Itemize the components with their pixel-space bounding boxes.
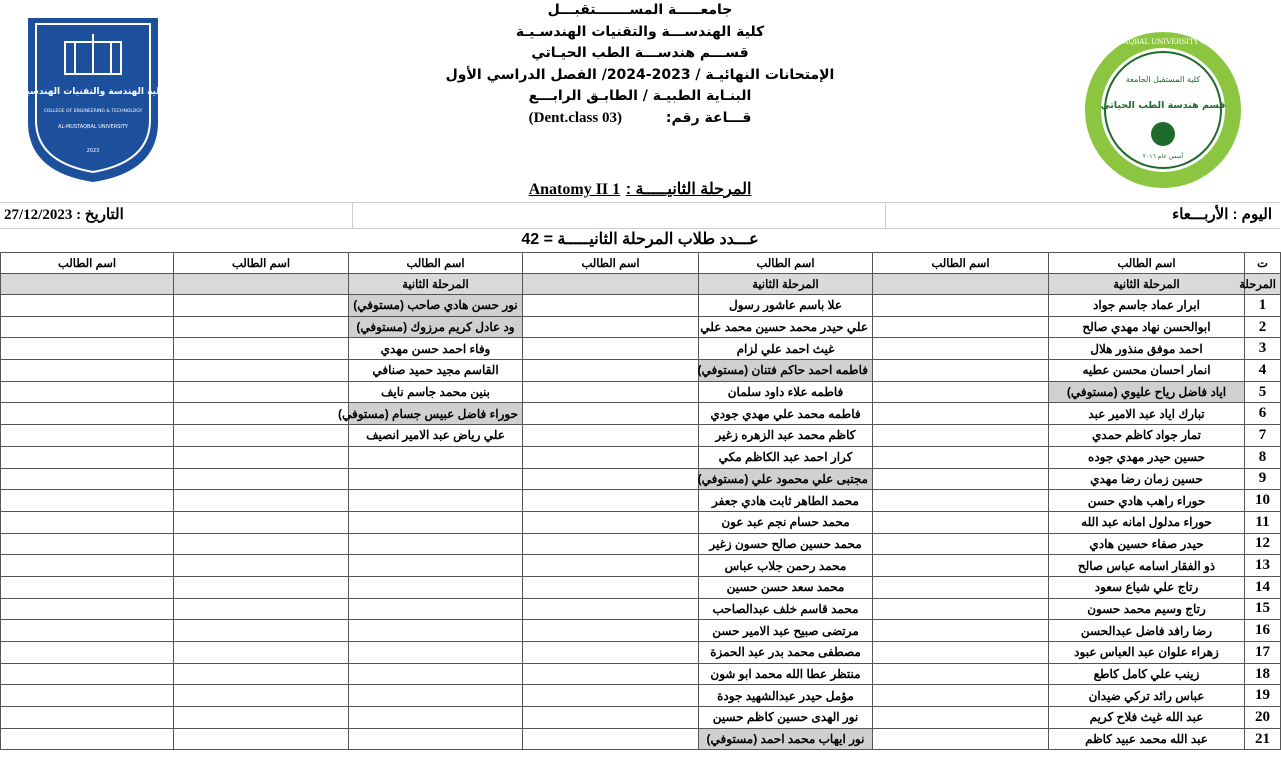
- student-name-col3: [349, 620, 523, 642]
- student-name-col2: نور الهدى حسين كاظم حسين: [699, 707, 873, 729]
- empty-cell: [1, 576, 174, 598]
- student-name-col2: مؤمل حيدر عبدالشهيد جودة: [699, 685, 873, 707]
- table-row: [1, 295, 1281, 317]
- empty-cell: [873, 425, 1049, 447]
- empty-cell: [1, 728, 174, 750]
- stage-label: المرحلة الثانيـــــة :: [625, 181, 752, 198]
- empty-cell: [1, 707, 174, 729]
- student-count: عـــدد طلاب المرحلة الثانيـــــة = 42: [521, 231, 759, 248]
- row-number: 4: [1245, 360, 1281, 382]
- empty-cell: [873, 663, 1049, 685]
- college-name: كلية الهندســـة والتقنيات الهندسـيـة: [515, 23, 765, 40]
- empty-cell: [873, 576, 1049, 598]
- room-label: قـــاعة رقم:: [665, 109, 752, 126]
- row-number: 5: [1245, 381, 1281, 403]
- student-name-col1: رتاج وسيم محمد حسون: [1049, 598, 1245, 620]
- right-logo-arabic-top: كلية المستقبل الجامعة: [1125, 75, 1201, 84]
- divider: [885, 203, 886, 228]
- stage-subject-title: [380, 179, 900, 199]
- student-name-col2: علي حيدر محمد حسين محمد علي: [699, 316, 873, 338]
- table-row: [1, 381, 1281, 403]
- table-row: [1, 511, 1281, 533]
- empty-cell: [1, 490, 174, 512]
- name-header: اسم الطالب: [523, 253, 699, 274]
- empty-cell: [873, 468, 1049, 490]
- student-name-col2: نور ايهاب محمد احمد (مستوفي): [699, 728, 873, 750]
- student-name-col1: حسين حيدر مهدي جوده: [1049, 446, 1245, 468]
- right-logo-founded: أسس عام ٢٠١٦: [1142, 153, 1184, 160]
- empty-cell: [1, 468, 174, 490]
- table-row: [1, 728, 1281, 750]
- empty-cell: [523, 446, 699, 468]
- student-name-col3: القاسم مجيد حميد صنافي: [349, 360, 523, 382]
- name-header: اسم الطالب: [1049, 253, 1245, 274]
- row-number: 17: [1245, 642, 1281, 664]
- student-name-col1: انمار احسان محسن عطيه: [1049, 360, 1245, 382]
- student-name-col2: منتظر عطا الله محمد ابو شون: [699, 663, 873, 685]
- empty-cell: [174, 490, 349, 512]
- student-name-col1: حوراء راهب هادي حسن: [1049, 490, 1245, 512]
- student-name-col1: ابوالحسن نهاد مهدي صالح: [1049, 316, 1245, 338]
- empty-cell: [1, 425, 174, 447]
- empty-cell: [523, 511, 699, 533]
- student-name-col1: زينب علي كامل كاطع: [1049, 663, 1245, 685]
- stage-value: المرحلة الثانية: [349, 274, 523, 295]
- student-name-col2: كاظم محمد عبد الزهره زغير: [699, 425, 873, 447]
- empty-cell: [873, 446, 1049, 468]
- student-name-col2: فاطمه علاء داود سلمان: [699, 381, 873, 403]
- room-line: [360, 108, 920, 130]
- student-name-col1: حوراء مدلول امانه عبد الله: [1049, 511, 1245, 533]
- row-number: 13: [1245, 555, 1281, 577]
- empty-cell: [1, 446, 174, 468]
- empty-cell: [1, 403, 174, 425]
- empty-cell: [174, 338, 349, 360]
- student-name-col1: تبارك اياد عبد الامير عبد: [1049, 403, 1245, 425]
- divider: [352, 203, 353, 228]
- empty-cell: [174, 316, 349, 338]
- empty-cell: [1, 338, 174, 360]
- left-logo-arabic: كلية الهندسة والتقنيات الهندسية: [20, 87, 166, 97]
- row-number: 9: [1245, 468, 1281, 490]
- name-header: اسم الطالب: [174, 253, 349, 274]
- table-row: [1, 316, 1281, 338]
- student-name-col2: محمد سعد حسن حسين: [699, 576, 873, 598]
- empty-cell: [174, 511, 349, 533]
- empty-cell: [174, 728, 349, 750]
- student-name-col2: كرار احمد عبد الكاظم مكي: [699, 446, 873, 468]
- empty-cell: [873, 316, 1049, 338]
- student-name-col3: [349, 533, 523, 555]
- student-name-col1: ابرار عماد جاسم جواد: [1049, 295, 1245, 317]
- exam-day: اليوم : الأربـــعاء: [1172, 206, 1272, 223]
- row-number: 3: [1245, 338, 1281, 360]
- stage-empty: [523, 274, 699, 295]
- table-row: [1, 338, 1281, 360]
- empty-cell: [523, 490, 699, 512]
- student-name-col2: محمد حسام نجم عبد عون: [699, 511, 873, 533]
- empty-cell: [523, 403, 699, 425]
- table-row: [1, 685, 1281, 707]
- student-name-col3: وفاء احمد حسن مهدي: [349, 338, 523, 360]
- empty-cell: [523, 663, 699, 685]
- empty-cell: [174, 360, 349, 382]
- student-name-col3: [349, 663, 523, 685]
- stage-value: المرحلة الثانية: [1049, 274, 1245, 295]
- row-number: 20: [1245, 707, 1281, 729]
- empty-cell: [1, 295, 174, 317]
- table-row: [1, 468, 1281, 490]
- empty-cell: [523, 295, 699, 317]
- empty-cell: [873, 707, 1049, 729]
- student-name-col3: [349, 468, 523, 490]
- document-header: [360, 0, 920, 129]
- student-name-col3: حوراء فاضل عبيس جسام (مستوفي): [349, 403, 523, 425]
- student-name-col3: [349, 707, 523, 729]
- empty-cell: [1, 511, 174, 533]
- student-name-col2: محمد رحمن جلاب عباس: [699, 555, 873, 577]
- student-name-col2: محمد حسين صالح حسون زغير: [699, 533, 873, 555]
- empty-cell: [1, 598, 174, 620]
- day-date-row: [0, 202, 1280, 229]
- empty-cell: [523, 468, 699, 490]
- student-name-col2: فاطمه محمد علي مهدي جودي: [699, 403, 873, 425]
- table-row: [1, 425, 1281, 447]
- table-row: [1, 533, 1281, 555]
- empty-cell: [174, 685, 349, 707]
- empty-cell: [873, 511, 1049, 533]
- empty-cell: [1, 555, 174, 577]
- row-number: 19: [1245, 685, 1281, 707]
- empty-cell: [873, 685, 1049, 707]
- name-header: اسم الطالب: [349, 253, 523, 274]
- room-value: (Dent.class 03): [528, 109, 622, 126]
- empty-cell: [1, 620, 174, 642]
- empty-cell: [523, 642, 699, 664]
- empty-cell: [523, 576, 699, 598]
- right-logo-ring: AL-MUSTAQBAL UNIVERSITY COLLEGE: [1089, 38, 1237, 46]
- empty-cell: [523, 707, 699, 729]
- empty-cell: [174, 663, 349, 685]
- student-name-col3: [349, 576, 523, 598]
- row-number: 6: [1245, 403, 1281, 425]
- right-logo-arabic-main: قسم هندسة الطب الحياتي: [1100, 100, 1226, 111]
- table-row: [1, 446, 1281, 468]
- subject-name: Anatomy II 1: [528, 181, 621, 198]
- student-name-col3: [349, 490, 523, 512]
- empty-cell: [873, 490, 1049, 512]
- table-row: [1, 663, 1281, 685]
- empty-cell: [873, 642, 1049, 664]
- empty-cell: [174, 620, 349, 642]
- empty-cell: [523, 620, 699, 642]
- empty-cell: [1, 316, 174, 338]
- empty-cell: [523, 533, 699, 555]
- stage-header: المرحلة: [1245, 274, 1281, 295]
- empty-cell: [174, 707, 349, 729]
- student-name-col1: حيدر صفاء حسين هادي: [1049, 533, 1245, 555]
- left-logo-year: 2023: [86, 148, 100, 154]
- number-header: ت: [1245, 253, 1281, 274]
- table-row: [1, 707, 1281, 729]
- table-row: [1, 490, 1281, 512]
- empty-cell: [174, 576, 349, 598]
- exam-date: التاريخ : 27/12/2023: [4, 207, 124, 223]
- student-name-col2: علا باسم عاشور رسول: [699, 295, 873, 317]
- empty-cell: [1, 685, 174, 707]
- table-row: [1, 576, 1281, 598]
- empty-cell: [523, 360, 699, 382]
- left-logo-english: COLLEGE OF ENGINEERING & TECHNOLOGY: [43, 109, 143, 114]
- empty-cell: [174, 468, 349, 490]
- student-name-col3: ود عادل كريم مرزوك (مستوفي): [349, 316, 523, 338]
- empty-cell: [174, 598, 349, 620]
- empty-cell: [174, 425, 349, 447]
- name-header: اسم الطالب: [1, 253, 174, 274]
- row-number: 18: [1245, 663, 1281, 685]
- exam-title: الإمتحانات النهائيـة / 2023-2024/ الفصل الدراسي الأول: [445, 66, 835, 83]
- empty-cell: [523, 685, 699, 707]
- empty-cell: [174, 295, 349, 317]
- row-number: 10: [1245, 490, 1281, 512]
- empty-cell: [1, 533, 174, 555]
- row-number: 7: [1245, 425, 1281, 447]
- empty-cell: [873, 381, 1049, 403]
- empty-cell: [523, 425, 699, 447]
- empty-cell: [873, 360, 1049, 382]
- empty-cell: [174, 533, 349, 555]
- empty-cell: [523, 598, 699, 620]
- student-name-col1: رضا رافد فاضل عبدالحسن: [1049, 620, 1245, 642]
- row-number: 11: [1245, 511, 1281, 533]
- stage-empty: [873, 274, 1049, 295]
- student-name-col1: زهراء علوان عبد العباس عبود: [1049, 642, 1245, 664]
- empty-cell: [523, 316, 699, 338]
- empty-cell: [873, 555, 1049, 577]
- empty-cell: [873, 295, 1049, 317]
- student-name-col1: اياد فاضل رياح عليوي (مستوفي): [1049, 381, 1245, 403]
- student-name-col1: احمد موفق منذور هلال: [1049, 338, 1245, 360]
- empty-cell: [1, 360, 174, 382]
- empty-cell: [873, 338, 1049, 360]
- empty-cell: [174, 403, 349, 425]
- empty-cell: [873, 533, 1049, 555]
- student-name-col1: حسين زمان رضا مهدي: [1049, 468, 1245, 490]
- empty-cell: [174, 555, 349, 577]
- student-name-col3: [349, 446, 523, 468]
- name-header: اسم الطالب: [699, 253, 873, 274]
- student-name-col1: عبد الله محمد عبيد كاظم: [1049, 728, 1245, 750]
- student-name-col2: مرتضى صبيح عبد الامير حسن: [699, 620, 873, 642]
- student-roster-table: [0, 252, 1281, 750]
- row-number: 21: [1245, 728, 1281, 750]
- empty-cell: [873, 403, 1049, 425]
- left-logo-ring: AL-MUSTAQBAL UNIVERSITY: [58, 124, 128, 130]
- department-logo-right: [1083, 30, 1243, 190]
- row-number: 15: [1245, 598, 1281, 620]
- table-header-row: [1, 253, 1281, 274]
- university-name: جامعـــــة المســـــــتقبـــل: [547, 2, 733, 18]
- student-name-col2: مصطفى محمد بدر عبد الحمزة: [699, 642, 873, 664]
- table-row: [1, 360, 1281, 382]
- college-logo-left: [20, 12, 166, 184]
- student-name-col2: محمد الطاهر ثابت هادي جعفر: [699, 490, 873, 512]
- table-stage-row: [1, 274, 1281, 295]
- row-number: 12: [1245, 533, 1281, 555]
- student-name-col3: بنين محمد جاسم نايف: [349, 381, 523, 403]
- student-name-col2: فاطمه احمد حاكم فتنان (مستوفي): [699, 360, 873, 382]
- student-name-col3: [349, 555, 523, 577]
- student-name-col3: علي رياض عبد الامير انصيف: [349, 425, 523, 447]
- student-name-col1: تمار جواد كاظم حمدي: [1049, 425, 1245, 447]
- student-name-col2: محمد قاسم خلف عبدالصاحب: [699, 598, 873, 620]
- empty-cell: [523, 555, 699, 577]
- empty-cell: [523, 338, 699, 360]
- student-name-col3: [349, 511, 523, 533]
- student-name-col3: نور حسن هادي صاحب (مستوفي): [349, 295, 523, 317]
- empty-cell: [1, 642, 174, 664]
- empty-cell: [873, 620, 1049, 642]
- row-number: 14: [1245, 576, 1281, 598]
- row-number: 2: [1245, 316, 1281, 338]
- table-row: [1, 642, 1281, 664]
- department-name: قســـم هندســـة الطب الحيـاتي: [531, 45, 749, 61]
- table-row: [1, 555, 1281, 577]
- table-row: [1, 620, 1281, 642]
- empty-cell: [1, 663, 174, 685]
- empty-cell: [174, 642, 349, 664]
- student-name-col1: عباس رائد تركي ضيدان: [1049, 685, 1245, 707]
- empty-cell: [1, 381, 174, 403]
- student-name-col3: [349, 728, 523, 750]
- empty-cell: [174, 446, 349, 468]
- student-name-col1: رتاج علي شياع سعود: [1049, 576, 1245, 598]
- student-name-col2: مجتبى علي محمود علي (مستوفي): [699, 468, 873, 490]
- student-name-col1: عبد الله غيث فلاح كريم: [1049, 707, 1245, 729]
- stage-value: المرحلة الثانية: [699, 274, 873, 295]
- row-number: 8: [1245, 446, 1281, 468]
- empty-cell: [174, 381, 349, 403]
- empty-cell: [873, 598, 1049, 620]
- table-row: [1, 403, 1281, 425]
- empty-cell: [523, 728, 699, 750]
- building-floor: البنـاية الطبيـة / الطابـق الرابـــع: [528, 88, 752, 104]
- student-name-col1: ذو الفقار اسامه عباس صالح: [1049, 555, 1245, 577]
- table-row: [1, 598, 1281, 620]
- student-name-col2: غيث احمد علي لزام: [699, 338, 873, 360]
- stage-empty: [1, 274, 174, 295]
- name-header: اسم الطالب: [873, 253, 1049, 274]
- student-name-col3: [349, 685, 523, 707]
- student-name-col3: [349, 598, 523, 620]
- empty-cell: [523, 381, 699, 403]
- row-number: 16: [1245, 620, 1281, 642]
- row-number: 1: [1245, 295, 1281, 317]
- student-name-col3: [349, 642, 523, 664]
- empty-cell: [873, 728, 1049, 750]
- stage-empty: [174, 274, 349, 295]
